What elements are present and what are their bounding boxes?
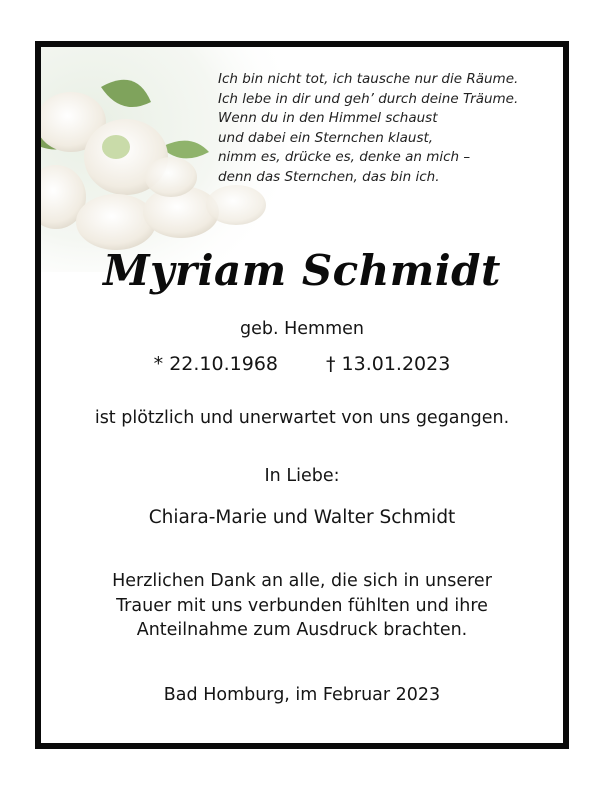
thanks-text [41,569,563,643]
thanks-line: Trauer mit uns verbunden fühlten und ihre [116,595,488,616]
birth-name: geb. Hemmen [240,319,364,339]
thanks-line: Anteilnahme zum Ausdruck brachten. [136,620,468,640]
obituary-card [35,41,569,749]
deceased-name: Myriam Schmidt [103,246,501,295]
poem-line: Wenn du in den Himmel schaust [218,110,438,126]
death-date: † 13.01.2023 [326,353,451,375]
poem-line: nimm es, drücke es, denke an mich – [218,149,471,165]
life-dates [41,353,563,375]
thanks-line: Herzlichen Dank an alle, die sich in unserer [112,571,492,591]
poem [218,70,518,187]
poem-line: und dabei ein Sternchen klaust, [218,129,434,146]
in-love-label: In Liebe: [264,466,340,486]
place-date: Bad Homburg, im Februar 2023 [163,685,441,705]
poem-line: Ich bin nicht tot, ich tausche nur die Räume. [218,71,519,87]
poem-line: denn das Sternchen, das bin ich. [218,168,440,185]
birth-date: * 22.10.1968 [153,353,278,375]
mourners-names: Chiara-Marie und Walter Schmidt [148,507,456,528]
poem-line: Ich lebe in dir und geh’ durch deine Träume. [218,90,519,107]
death-message: ist plötzlich und unerwartet von uns gegangen. [94,408,510,428]
